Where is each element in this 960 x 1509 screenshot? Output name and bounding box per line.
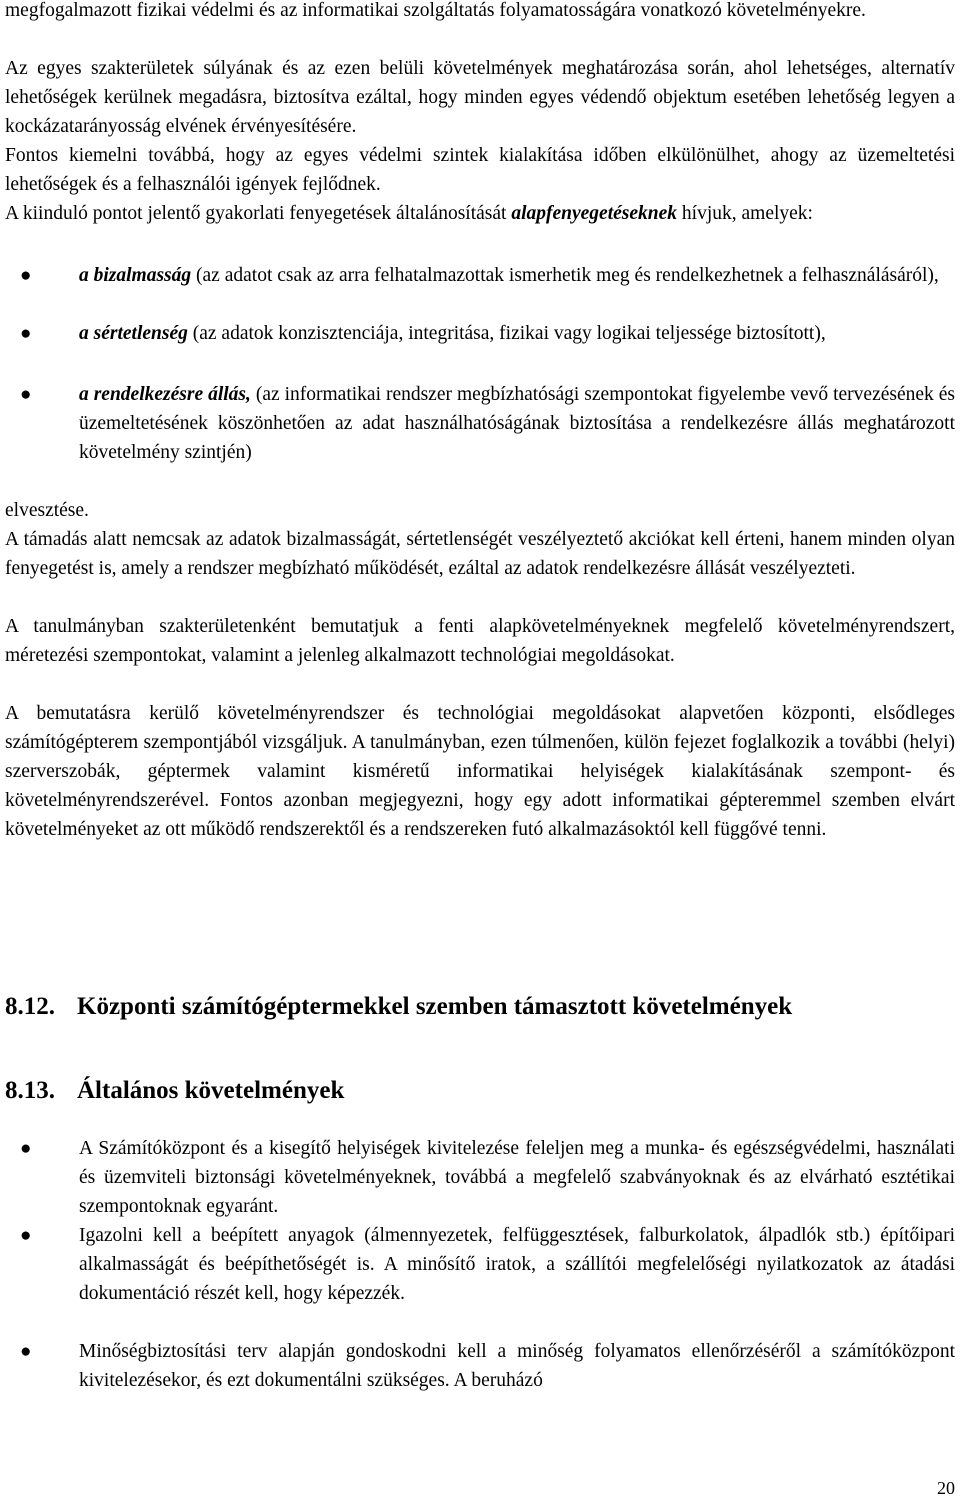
- paragraph-attack: A támadás alatt nemcsak az adatok bizalmasságát, sértetlenségét veszélyeztető akciókat kell érteni, hanem minden olyan fenyegetést is, amely a rendszer megbízható működését, ezáltal az adatok rendelkezésre állását veszélyezteti.: [5, 529, 955, 579]
- threat-description: (az informatikai rendszer megbízhatósági szempontokat figyelembe vevő tervezésének és üzemeltetésének köszönhetően az adat használhatóságának biztosítása a rendelkezésre állás meghatározott követelmény szintjén): [79, 384, 955, 463]
- bullet-icon: ●: [20, 1225, 32, 1246]
- bullet-icon: ●: [20, 384, 32, 405]
- bullet-icon: ●: [20, 323, 32, 344]
- paragraph-requirements-system: A bemutatásra kerülő követelményrendszer és technológiai megoldásokat alapvetően központi, elsődleges számítógépterem szempontjából vizsgáljuk. A tanulmányban, ezen túlmenően, külön fejezet foglalkozik a további (helyi) szerverszobák, géptermek valamint kisméretű informatikai helyiségek kialakításának szempont- és követelményrendszerével. Fontos azonban megjegyezni, hogy egy adott informatikai gépteremmel szemben elvárt követelményeket az ott működő rendszerektől és a rendszereken futó alkalmazásoktól kell függővé tenni.: [5, 703, 955, 840]
- paragraph-loss: elvesztése.: [5, 500, 89, 521]
- threat-term: a rendelkezésre állás,: [79, 384, 251, 405]
- threat-list-item: [5, 261, 955, 290]
- bullet-icon: ●: [20, 1341, 32, 1362]
- section-number: 8.13.: [5, 1077, 55, 1104]
- requirement-text: Minőségbiztosítási terv alapján gondoskodni kell a minőség folyamatos ellenőrzéséről a számítóközpont kivitelezésekor, és ezt dokumentálni szükséges. A beruházó: [79, 1341, 955, 1391]
- paragraph-alternatives: Az egyes szakterületek súlyának és az ezen belüli követelmények meghatározása során, ahol lehetséges, alternatív lehetőségek kerülnek megadásra, biztosítva ezáltal, hogy minden egyes védendő objektum esetében lehetőség legyen a kockázatarányosság elvének érvényesítésére.: [5, 58, 955, 137]
- section-title: Általános követelmények: [77, 1077, 345, 1104]
- threat-term: a bizalmasság: [79, 265, 192, 286]
- requirement-text: A Számítóközpont és a kisegítő helyiségek kivitelezése feleljen meg a munka- és egészségvédelmi, használati és üzemviteli biztonsági követelményeknek, továbbá a megfelelő szabványoknak és az elvárható esztétikai szempontoknak egyaránt.: [79, 1138, 955, 1217]
- base-threats-text-before: A kiinduló pontot jelentő gyakorlati fenyegetések általánosítását: [5, 203, 512, 224]
- paragraph-base-threats: [5, 199, 955, 228]
- paragraph-study: A tanulmányban szakterületenként bemutatjuk a fenti alapkövetelményeknek megfelelő követelményrendszert, méretezési szempontokat, valamint a jelenleg alkalmazott technológiai megoldásokat.: [5, 616, 955, 666]
- section-heading: [5, 1074, 344, 1108]
- section-heading: [5, 990, 792, 1024]
- paragraph-intro-continuation: megfogalmazott fizikai védelmi és az informatikai szolgáltatás folyamatosságára vonatkozó követelményekre.: [5, 0, 866, 21]
- threat-description: (az adatok konzisztenciája, integritása, fizikai vagy logikai teljessége biztosított),: [187, 323, 826, 344]
- paragraph-protection-levels: Fontos kiemelni továbbá, hogy az egyes védelmi szintek kialakítása időben elkülönülhet, ahogy az üzemeltetési lehetőségek és a felhasználói igények fejlődnek.: [5, 145, 955, 195]
- requirement-list-item: [5, 1221, 955, 1308]
- threat-description: (az adatot csak az arra felhatalmazottak ismerhetik meg és rendelkezhetnek a felhasználásáról),: [191, 265, 939, 286]
- bullet-icon: ●: [20, 1138, 32, 1159]
- requirement-list-item: [5, 1337, 955, 1395]
- section-number: 8.12.: [5, 993, 55, 1020]
- threat-term: a sértetlenség: [79, 323, 188, 344]
- requirement-text: Igazolni kell a beépített anyagok (álmennyezetek, felfüggesztések, falburkolatok, álpadlók stb.) építőipari alkalmasságát és beépíthetőségét is. A minősítő iratok, a szállítói megfelelőségi nyilatkozatok az átadási dokumentáció részét kell, hogy képezzék.: [79, 1225, 955, 1304]
- threat-list-item: [5, 319, 955, 348]
- requirement-list-item: [5, 1134, 955, 1221]
- section-title: Központi számítógéptermekkel szemben támasztott követelmények: [77, 993, 793, 1020]
- threat-list-item: [5, 380, 955, 467]
- page-number: 20: [937, 1478, 955, 1498]
- base-threats-term: alapfenyegetéseknek: [511, 203, 678, 224]
- base-threats-text-after: hívjuk, amelyek:: [677, 203, 813, 224]
- bullet-icon: ●: [20, 265, 32, 286]
